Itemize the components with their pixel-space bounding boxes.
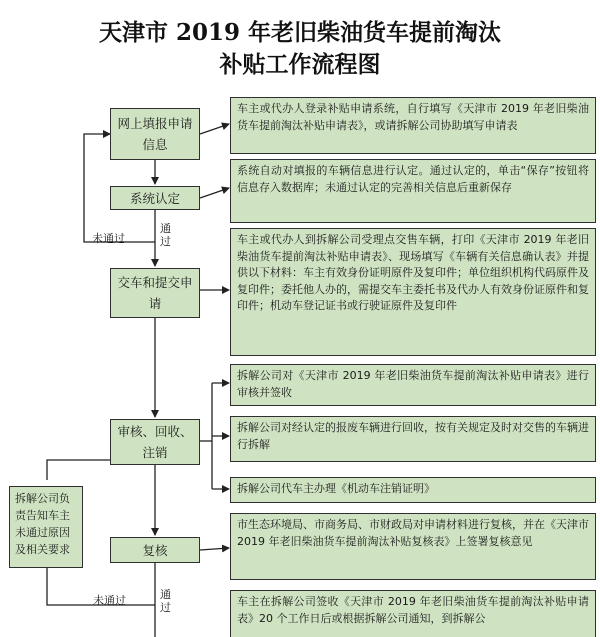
desc-recheck: 市生态环境局、市商务局、市财政局对申请材料进行复核，并在《天津市 2019 年老旧柴油货车提前淘汰补贴复核表》上签署复核意见 xyxy=(230,513,596,580)
title-line-1: 天津市 2019 年老旧柴油货车提前淘汰 xyxy=(98,19,502,46)
step-deliver-apply: 交车和提交申请 xyxy=(110,268,200,318)
desc-online-apply: 车主或代办人登录补贴申请系统，自行填写《天津市 2019 年老旧柴油货车提前淘汰补贴申请表》，或请拆解公司协助填写申请表 xyxy=(230,97,596,154)
loop-fail-2-up xyxy=(47,460,110,480)
arrow-s1-d1 xyxy=(200,124,229,134)
label-not-passed-1: 未通过 xyxy=(92,232,125,245)
desc-deregistration: 拆解公司代车主办理《机动车注销证明》 xyxy=(230,477,596,503)
desc-recycle-dismantle: 拆解公司对经认定的报废车辆进行回收，按有关规定及时对交售的车辆进行拆解 xyxy=(230,416,596,462)
step-recheck: 复核 xyxy=(110,537,200,563)
desc-review-sign: 拆解公司对《天津市 2019 年老旧柴油货车提前淘汰补贴申请表》进行审核并签收 xyxy=(230,364,596,406)
desc-subsidy-payment: 车主在拆解公司签收《天津市 2019 年老旧柴油货车提前淘汰补贴申请表》20 个工作日后或根据拆解公司通知，到拆解公 xyxy=(230,590,596,637)
step-review-recycle: 审核、回收、注销 xyxy=(110,419,200,465)
arrow-s2-d2 xyxy=(200,188,229,198)
desc-deliver-apply: 车主或代办人到拆解公司受理点交售车辆，打印《天津市 2019 年老旧柴油货车提前淘汰补贴申请表》、现场填写《车辆有关信息确认表》并提供以下材料：车主有效身份证明原件及复印件；单位组织机构代码原件及复印件；委托他人办的，需提交车主委托书及代办人有效身份证原件和复印件；机动车登记证书或行驶证原件及复印件 xyxy=(230,228,596,356)
desc-system-verify: 系统自动对填报的车辆信息进行认定。通过认定的，单击“保存”按钮将信息存入数据库；未通过认定的完善相关信息后重新保存 xyxy=(230,159,596,223)
arrow-s5-d5 xyxy=(200,548,229,550)
step-online-apply: 网上填报申请信息 xyxy=(110,108,200,160)
title-line-2: 补贴工作流程图 xyxy=(219,51,381,78)
step-system-verify: 系统认定 xyxy=(110,186,200,210)
side-note-dismantler: 拆解公司负责告知车主未通过原因及相关要求 xyxy=(9,486,83,568)
label-passed-1: 通过 xyxy=(160,222,171,248)
label-passed-2: 通过 xyxy=(160,588,171,614)
label-not-passed-2: 未通过 xyxy=(93,594,126,607)
